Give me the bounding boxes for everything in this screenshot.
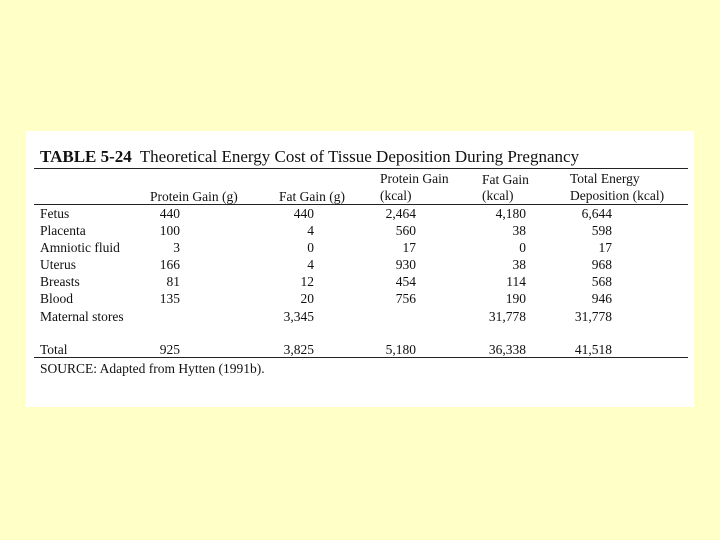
cell-total: 968 — [591, 257, 612, 272]
cell-fat-kcal: 0 — [519, 240, 526, 255]
cell-protein-kcal: 17 — [402, 240, 416, 255]
cell-fat-g: 20 — [300, 291, 314, 306]
cell-protein-g: 100 — [159, 223, 180, 238]
cell-label: Total — [40, 342, 68, 357]
table-title-text: Theoretical Energy Cost of Tissue Deposition During Pregnancy — [139, 147, 580, 166]
cell-protein-g: 166 — [159, 257, 180, 272]
header-fat-kcal-2: (kcal) — [482, 188, 514, 203]
table-title — [40, 147, 680, 167]
cell-protein-kcal: 756 — [395, 291, 416, 306]
table-number: TABLE 5-24 — [40, 147, 132, 166]
cell-protein-kcal: 2,464 — [385, 206, 416, 221]
cell-protein-g: 440 — [159, 206, 180, 221]
cell-protein-kcal: 930 — [395, 257, 416, 272]
cell-fat-kcal: 38 — [512, 223, 526, 238]
cell-fat-kcal: 38 — [512, 257, 526, 272]
cell-fat-kcal: 4,180 — [495, 206, 526, 221]
table-panel — [26, 131, 694, 407]
cell-fat-kcal: 36,338 — [488, 342, 526, 357]
cell-label: Amniotic fluid — [40, 240, 120, 255]
header-fat-kcal-1: Fat Gain — [482, 172, 529, 187]
cell-total: 31,778 — [574, 309, 612, 324]
cell-fat-g: 3,345 — [283, 309, 314, 324]
cell-protein-kcal: 454 — [395, 274, 416, 289]
cell-total: 568 — [591, 274, 612, 289]
bottom-rule — [34, 357, 688, 358]
cell-protein-g: 135 — [159, 291, 180, 306]
cell-label: Breasts — [40, 274, 80, 289]
cell-fat-kcal: 114 — [506, 274, 526, 289]
cell-total: 6,644 — [581, 206, 612, 221]
header-protein-kcal-2: (kcal) — [380, 188, 412, 203]
cell-total: 598 — [591, 223, 612, 238]
cell-label: Blood — [40, 291, 74, 306]
cell-total: 946 — [591, 291, 612, 306]
cell-fat-kcal: 190 — [505, 291, 526, 306]
cell-protein-g: 925 — [159, 342, 180, 357]
cell-fat-g: 12 — [300, 274, 314, 289]
cell-total: 17 — [598, 240, 612, 255]
cell-protein-g: 81 — [166, 274, 180, 289]
header-protein-kcal-1: Protein Gain — [380, 171, 449, 186]
cell-fat-g: 0 — [307, 240, 314, 255]
cell-label: Placenta — [40, 223, 86, 238]
cell-fat-g: 4 — [307, 223, 314, 238]
header-protein-g: Protein Gain (g) — [150, 189, 238, 204]
cell-protein-kcal: 560 — [395, 223, 416, 238]
cell-fat-g: 440 — [293, 206, 314, 221]
header-total-2: Deposition (kcal) — [570, 188, 665, 203]
cell-protein-g: 3 — [173, 240, 180, 255]
cell-total: 41,518 — [574, 342, 612, 357]
cell-protein-kcal: 5,180 — [385, 342, 416, 357]
cell-fat-g: 3,825 — [283, 342, 314, 357]
header-fat-g: Fat Gain (g) — [279, 189, 345, 204]
cell-label: Maternal stores — [40, 309, 124, 324]
cell-fat-kcal: 31,778 — [488, 309, 526, 324]
cell-label: Uterus — [40, 257, 76, 272]
top-rule — [34, 168, 688, 169]
cell-fat-g: 4 — [307, 257, 314, 272]
header-rule — [34, 204, 688, 205]
cell-label: Fetus — [40, 206, 70, 221]
header-total-1: Total Energy — [570, 171, 640, 186]
table-source: SOURCE: Adapted from Hytten (1991b). — [40, 361, 265, 376]
